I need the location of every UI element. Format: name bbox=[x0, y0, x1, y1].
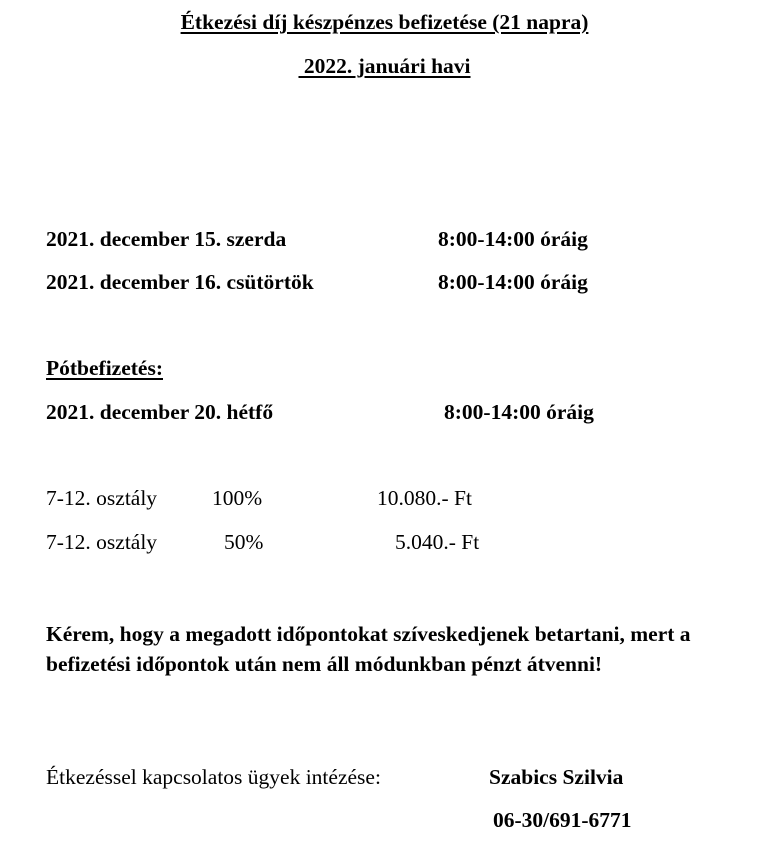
schedule-date: 2021. december 16. csütörtök bbox=[46, 270, 314, 294]
page-subtitle: 2022. januári havi bbox=[298, 54, 471, 78]
payment-notice: Kérem, hogy a megadott időpontokat szíveskedjenek betartani, mert a befizetési időpontok után nem áll módunkban pénzt átvenni! bbox=[46, 622, 691, 676]
fee-amount: 10.080.- Ft bbox=[377, 486, 472, 510]
page-title: Étkezési díj készpénzes befizetése (21 napra) bbox=[180, 10, 589, 34]
contact-label: Étkezéssel kapcsolatos ügyek intézése: bbox=[46, 765, 381, 789]
late-payment-heading: Pótbefizetés: bbox=[46, 356, 163, 380]
contact-name: Szabics Szilvia bbox=[489, 765, 624, 789]
fee-amount: 5.040.- Ft bbox=[395, 530, 480, 554]
contact-phone: 06-30/691-6771 bbox=[493, 808, 632, 832]
schedule-time: 8:00-14:00 óráig bbox=[438, 270, 588, 294]
schedule-time: 8:00-14:00 óráig bbox=[438, 227, 588, 251]
fee-class: 7-12. osztály bbox=[46, 530, 158, 554]
fee-percent: 100% bbox=[212, 486, 263, 510]
late-payment-time: 8:00-14:00 óráig bbox=[444, 400, 594, 424]
fee-class: 7-12. osztály bbox=[46, 486, 158, 510]
late-payment-date: 2021. december 20. hétfő bbox=[46, 400, 274, 424]
fee-percent: 50% bbox=[224, 530, 264, 554]
schedule-date: 2021. december 15. szerda bbox=[46, 227, 287, 251]
